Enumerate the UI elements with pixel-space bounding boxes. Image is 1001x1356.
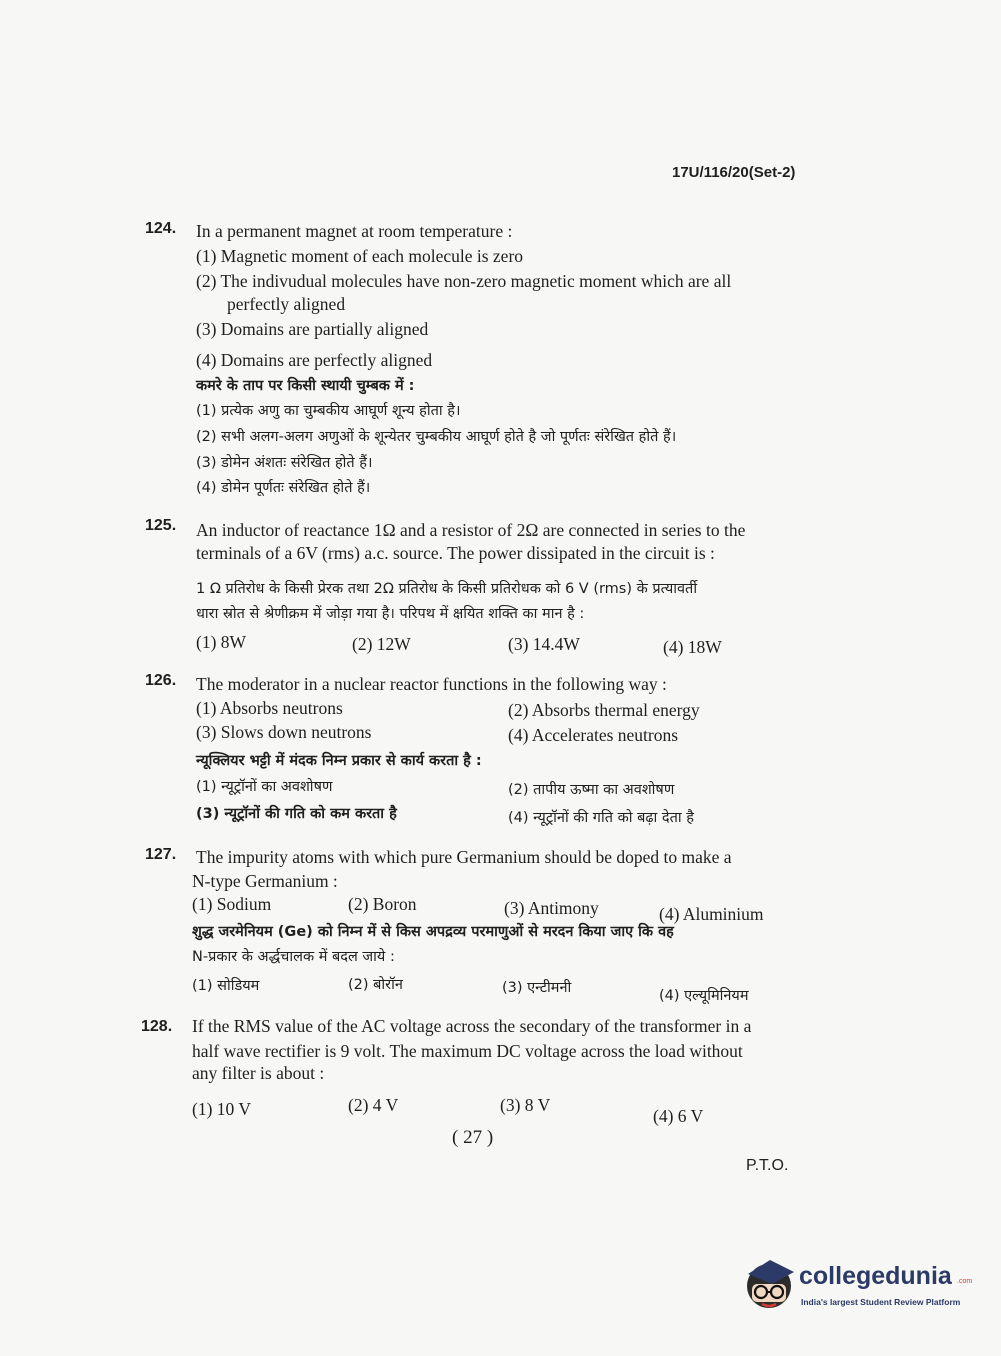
mascot-icon — [742, 1252, 798, 1314]
pto-label: P.T.O. — [746, 1157, 789, 1174]
option-en: (3) Slows down neutrons — [196, 722, 372, 742]
brand-name: collegedunia — [799, 1262, 952, 1290]
option: (2) 4 V — [348, 1095, 399, 1115]
page-number: ( 27 ) — [452, 1127, 494, 1148]
option-en: (1) Absorbs neutrons — [196, 698, 343, 718]
question-number: 124. — [145, 220, 177, 237]
question-text-hi: 1 Ω प्रतिरोध के किसी प्रेरक तथा 2Ω प्रतिरोध के किसी प्रतिरोधक को 6 V (rms) के प्रत्यावर्ती — [196, 581, 698, 597]
option-hi: (3) एन्टीमनी — [502, 980, 572, 996]
option-en: (2) The indivudual molecules have non-zero magnetic moment which are all — [196, 271, 732, 291]
option-hi: (3) न्यूट्रॉनों की गति को कम करता है — [196, 806, 397, 822]
option-hi: (2) बोरॉन — [348, 977, 403, 993]
option-en: (1) Magnetic moment of each molecule is zero — [196, 246, 524, 266]
question-number: 127. — [145, 846, 177, 863]
question-text-hi: N-प्रकार के अर्द्धचालक में बदल जाये : — [192, 949, 395, 965]
option-hi: (4) न्यूट्रॉनों की गति को बढ़ा देता है — [508, 810, 694, 826]
option-hi: (4) डोमेन पूर्णतः संरेखित होते हैं। — [196, 480, 371, 496]
option-hi: (2) सभी अलग-अलग अणुओं के शून्येतर चुम्बकीय आघूर्ण होते है जो पूर्णतः संरेखित होते हैं। — [196, 429, 677, 445]
option-en: (1) Sodium — [192, 894, 272, 914]
option-en: (4) Aluminium — [659, 904, 764, 924]
option-hi: (1) सोडियम — [192, 978, 260, 994]
option: (3) 8 V — [500, 1095, 551, 1115]
brand-suffix: .com — [957, 1278, 973, 1285]
option: (1) 8W — [196, 632, 247, 652]
question-text-en: half wave rectifier is 9 volt. The maximum DC voltage across the load without — [192, 1041, 743, 1061]
option: (1) 10 V — [192, 1099, 251, 1119]
question-text-en: N-type Germanium : — [192, 871, 338, 891]
option-en: (4) Domains are perfectly aligned — [196, 350, 433, 370]
option: (4) 18W — [663, 637, 722, 657]
question-number: 128. — [141, 1018, 173, 1035]
option-en: (4) Accelerates neutrons — [508, 725, 679, 745]
watermark-logo — [742, 1252, 973, 1314]
question-text-en: The moderator in a nuclear reactor functions in the following way : — [196, 674, 667, 694]
question-text-hi: धारा स्रोत से श्रेणीक्रम में जोड़ा गया है। परिपथ में क्षयित शक्ति का मान है : — [196, 606, 585, 622]
option-hi: (2) तापीय ऊष्मा का अवशोषण — [508, 782, 675, 798]
question-text-hi: कमरे के ताप पर किसी स्थायी चुम्बक में : — [196, 378, 415, 394]
option-en: (2) Boron — [348, 894, 417, 914]
question-text-en: In a permanent magnet at room temperature : — [196, 221, 513, 241]
option: (4) 6 V — [653, 1106, 704, 1126]
option-en: (3) Domains are partially aligned — [196, 319, 429, 339]
option-hi: (1) प्रत्येक अणु का चुम्बकीय आघूर्ण शून्य होता है। — [196, 403, 461, 419]
option: (2) 12W — [352, 634, 411, 654]
option-en: (3) Antimony — [504, 898, 599, 918]
question-text-en: terminals of a 6V (rms) a.c. source. The power dissipated in the circuit is : — [196, 543, 715, 563]
option-hi: (4) एल्यूमिनियम — [659, 988, 749, 1004]
question-text-en: If the RMS value of the AC voltage across the secondary of the transformer in a — [192, 1016, 752, 1036]
brand-tagline: India's largest Student Review Platform — [801, 1297, 961, 1307]
question-text-en: An inductor of reactance 1Ω and a resistor of 2Ω are connected in series to the — [196, 520, 746, 540]
option-hi: (1) न्यूट्रॉनों का अवशोषण — [196, 779, 333, 795]
question-text-hi: न्यूक्लियर भट्टी में मंदक निम्न प्रकार से कार्य करता है : — [196, 753, 482, 769]
question-text-en: any filter is about : — [192, 1063, 325, 1083]
option-hi: (3) डोमेन अंशतः संरेखित होते हैं। — [196, 455, 373, 471]
option-en-continued: perfectly aligned — [227, 294, 346, 314]
question-text-hi: शुद्ध जरमेनियम (Ge) को निम्न में से किस अपद्रव्य परमाणुओं से मरदन किया जाए कि वह — [192, 924, 674, 940]
option: (3) 14.4W — [508, 634, 580, 654]
option-en: (2) Absorbs thermal energy — [508, 700, 700, 720]
question-number: 126. — [145, 672, 177, 689]
question-text-en: The impurity atoms with which pure Germanium should be doped to make a — [196, 847, 732, 867]
question-number: 125. — [145, 517, 177, 534]
paper-code: 17U/116/20(Set-2) — [672, 164, 796, 181]
